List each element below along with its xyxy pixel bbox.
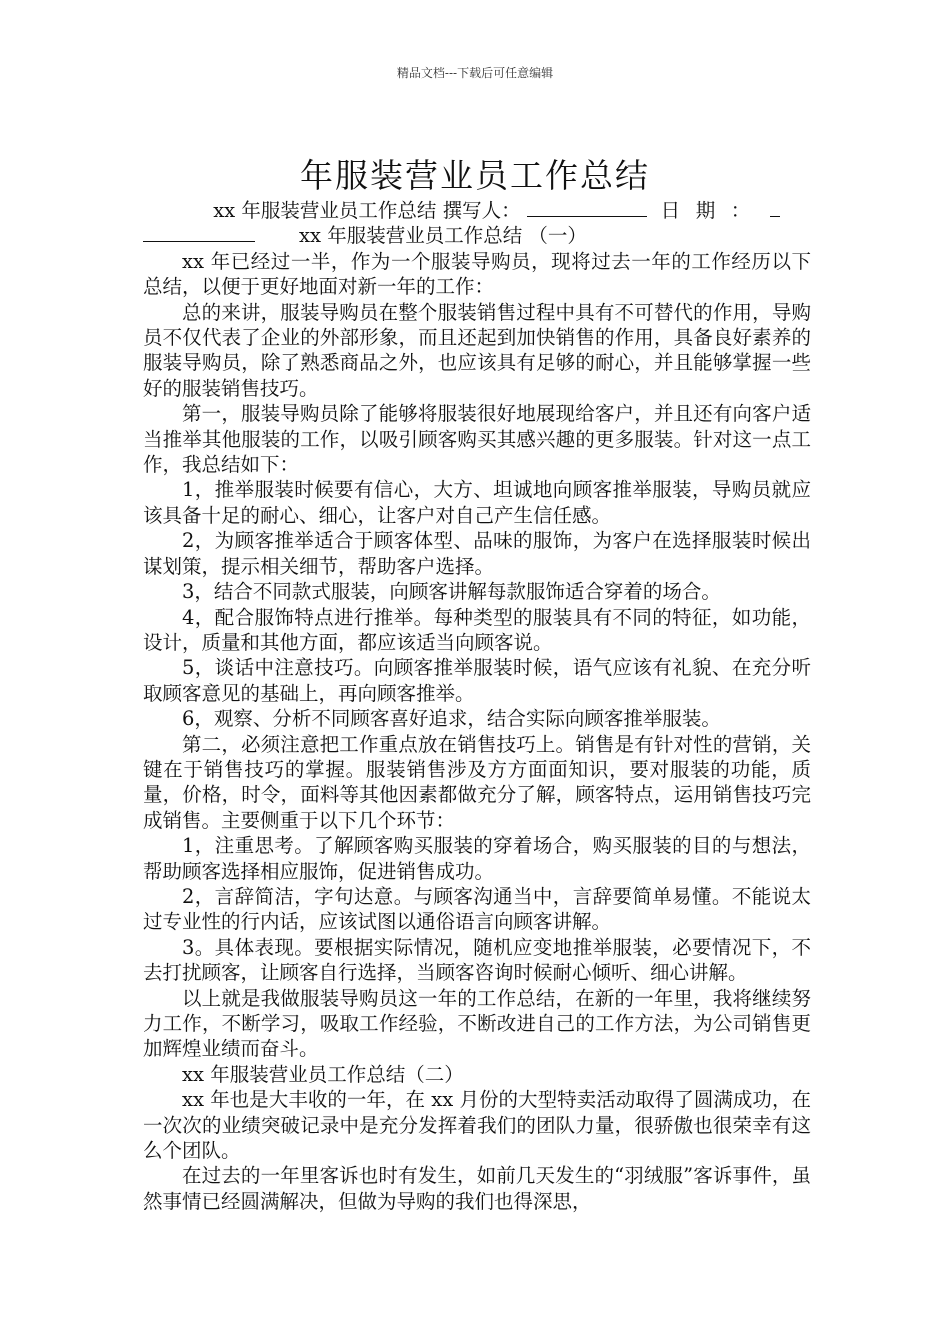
subtitle-1: xx 年服装营业员工作总结 （一） [299, 224, 587, 248]
paragraph: 5，谈话中注意技巧。向顾客推举服装时候，语气应该有礼貌、在充分听取顾客意见的基础上，再向顾客推举。 [143, 656, 811, 705]
paragraph: 在过去的一年里客诉也时有发生，如前几天发生的“羽绒服”客诉事件，虽然事情已经圆满解决，但做为导购的我们也得深思， [143, 1164, 811, 1213]
paragraph: 以上就是我做服装导购员这一年的工作总结，在新的一年里，我将继续努力工作，不断学习，吸取工作经验，不断改进自己的工作方法，为公司销售更加辉煌业绩而奋斗。 [143, 986, 811, 1061]
meta-line-2 [143, 223, 811, 248]
paragraph: 6，观察、分析不同顾客喜好追求，结合实际向顾客推举服装。 [182, 707, 721, 731]
meta-line [143, 198, 811, 223]
document-body [143, 198, 811, 1214]
section-heading-2: xx 年服装营业员工作总结（二） [182, 1062, 464, 1086]
meta-doc-name: xx 年服装营业员工作总结 [213, 199, 437, 222]
paragraph: xx 年也是大丰收的一年，在 xx 月份的大型特卖活动取得了圆满成功，在一次次的业绩突破记录中是充分发挥着我们的团队力量，很骄傲也很荣幸有这么个团队。 [143, 1088, 811, 1163]
date-blank-tail [770, 198, 780, 217]
author-blank [527, 198, 647, 217]
paragraph: 第二，必须注意把工作重点放在销售技巧上。销售是有针对性的营销，关键在于销售技巧的掌握。服装销售涉及方方面面知识，要对服装的功能，质量，价格，时令，面料等其他因素都做充分了解，顾客特点，运用销售技巧完成销售。主要侧重于以下几个环节： [143, 732, 811, 832]
paragraph: 总的来讲，服装导购员在整个服装销售过程中具有不可替代的作用，导购员不仅代表了企业的外部形象，而且还起到加快销售的作用，具备良好素养的服装导购员，除了熟悉商品之外，也应该具有足够的耐心，并且能够掌握一些好的服装销售技巧。 [143, 300, 811, 400]
paragraph: 1，注重思考。了解顾客购买服装的穿着场合，购买服装的目的与想法，帮助顾客选择相应服饰，促进销售成功。 [143, 834, 811, 883]
paragraph: 2，为顾客推举适合于顾客体型、品味的服饰，为客户在选择服装时候出谋划策，提示相关细节，帮助客户选择。 [143, 529, 811, 578]
meta-date-label: 日期： [660, 199, 766, 222]
paragraph: 2，言辞简洁，字句达意。与顾客沟通当中，言辞要简单易懂。不能说太过专业性的行内话，应该试图以通俗语言向顾客讲解。 [143, 884, 811, 934]
paragraph: 4，配合服饰特点进行推举。每种类型的服装具有不同的特征，如功能，设计，质量和其他方面，都应该适当向顾客说。 [143, 605, 811, 654]
paragraph: 1，推举服装时候要有信心，大方、坦诚地向顾客推举服装，导购员就应该具备十足的耐心、细心，让客户对自己产生信任感。 [143, 478, 811, 527]
date-blank [143, 223, 255, 242]
paragraph: 3，结合不同款式服装，向顾客讲解每款服饰适合穿着的场合。 [182, 580, 721, 604]
paragraph: 第一，服装导购员除了能够将服装很好地展现给客户，并且还有向客户适当推举其他服装的工作，以吸引顾客购买其感兴趣的更多服装。针对这一点工作，我总结如下： [143, 402, 811, 477]
paragraph: 3。具体表现。要根据实际情况，随机应变地推举服装，必要情况下，不去打扰顾客，让顾客自行选择，当顾客咨询时候耐心倾听、细心讲解。 [143, 935, 811, 985]
document-title: 年服装营业员工作总结 [300, 156, 650, 196]
header-note: 精品文档---下载后可任意编辑 [396, 66, 554, 80]
meta-author-label: 撰写人： [442, 199, 521, 222]
paragraph: xx 年已经过一半，作为一个服装导购员，现将过去一年的工作经历以下总结，以便于更好地面对新一年的工作： [143, 249, 811, 299]
